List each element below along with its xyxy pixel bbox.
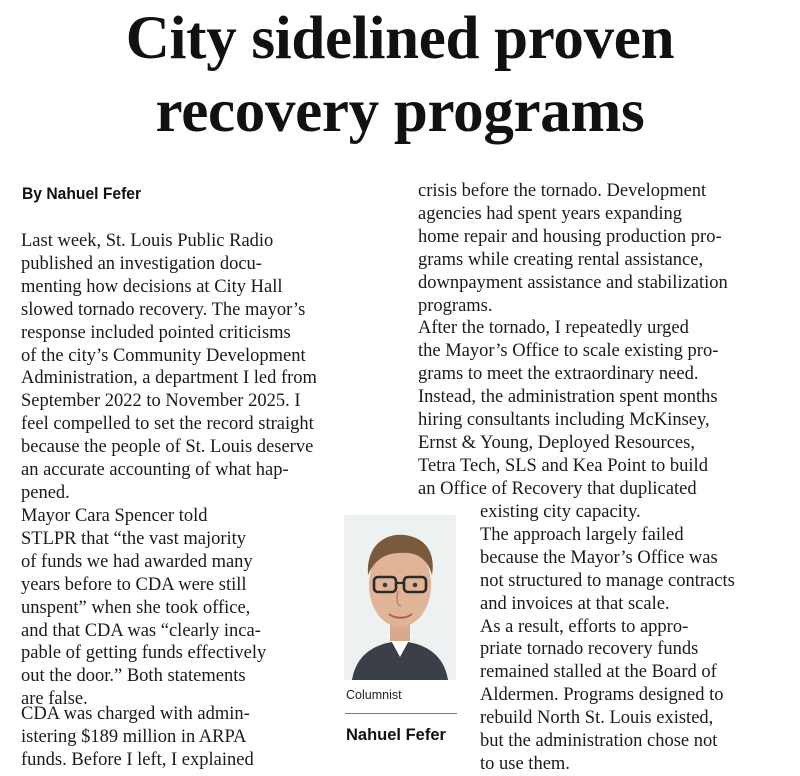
body-line: istering $189 million in ARPA [21,726,247,747]
body-line: to use them. [480,753,570,774]
body-line: STLPR that “the vast majority [21,528,247,549]
columnist-photo [344,515,456,680]
headline [0,2,800,148]
body-line: priate tornado recovery funds [480,639,699,660]
body-line: not structured to manage contracts [480,570,735,591]
body-line: existing city capacity. [480,502,641,522]
body-line: remained stalled at the Board of [480,662,717,683]
body-line: As a result, efforts to appro- [480,616,689,637]
body-line: The approach largely failed [480,524,684,545]
caption-divider [345,713,457,714]
body-line: pened. [21,482,70,503]
body-line: rebuild North St. Louis existed, [480,708,714,729]
body-line: feel compelled to set the record straight [21,414,314,435]
body-line: Instead, the administration spent months [418,387,718,408]
body-line: and that CDA was “clearly inca- [21,620,261,641]
body-line: of the city’s Community Development [21,345,306,366]
body-line: but the administration chose not [480,731,718,752]
column-1-body [21,230,317,505]
body-line: Last week, St. Louis Public Radio [21,231,274,251]
body-line: hiring consultants including McKinsey, [418,410,710,431]
body-line: Mayor Cara Spencer told [21,506,208,526]
body-line: because the people of St. Louis deserve [21,437,314,458]
body-line: an Office of Recovery that duplicated [418,478,697,499]
column-3-body [418,180,728,501]
columnist-portrait [344,515,456,680]
body-line: slowed tornado recovery. The mayor’s [21,299,306,320]
body-line: Ernst & Young, Deployed Resources, [418,432,695,453]
body-line: September 2022 to November 2025. I [21,391,301,412]
column-3-wrap-body [480,501,735,776]
body-line: because the Mayor’s Office was [480,547,718,568]
headline-line-2: recovery programs [155,78,645,145]
body-line: menting how decisions at City Hall [21,276,283,297]
body-line: After the tornado, I repeatedly urged [418,318,689,339]
byline: By Nahuel Fefer [22,184,142,203]
body-line: Aldermen. Programs designed to [480,685,724,706]
headline-line-1: City sidelined proven [125,5,675,72]
body-line: published an investigation docu- [21,253,262,274]
body-line: Administration, a department I led from [21,368,317,389]
body-line: programs. [418,295,493,316]
body-line: crisis before the tornado. Development [418,181,707,201]
column-1-end-body [21,703,254,772]
body-line: out the door.” Both statements [21,666,246,687]
body-line: an accurate accounting of what hap- [21,460,289,481]
body-line: grams to meet the extraordinary need. [418,364,699,385]
column-1-wrap-body [21,505,266,711]
body-line: years before to CDA were still [21,574,247,595]
body-line: downpayment assistance and stabilization [418,272,728,293]
body-line: and invoices at that scale. [480,593,670,614]
body-line: are false. [21,689,88,710]
body-line: agencies had spent years expanding [418,203,683,224]
body-line: of funds we had awarded many [21,551,253,572]
body-line: Tetra Tech, SLS and Kea Point to build [418,455,708,476]
body-line: pable of getting funds effectively [21,643,267,664]
photo-caption: Columnist [346,688,402,702]
body-line: unspent” when she took office, [21,597,251,618]
body-line: funds. Before I left, I explained [21,749,254,770]
body-line: grams while creating rental assistance, [418,249,704,270]
body-line: home repair and housing production pro- [418,226,722,247]
columnist-name: Nahuel Fefer [346,726,446,744]
body-line: the Mayor’s Office to scale existing pro- [418,341,719,362]
body-line: CDA was charged with admin- [21,704,250,724]
body-line: response included pointed criticisms [21,322,291,343]
